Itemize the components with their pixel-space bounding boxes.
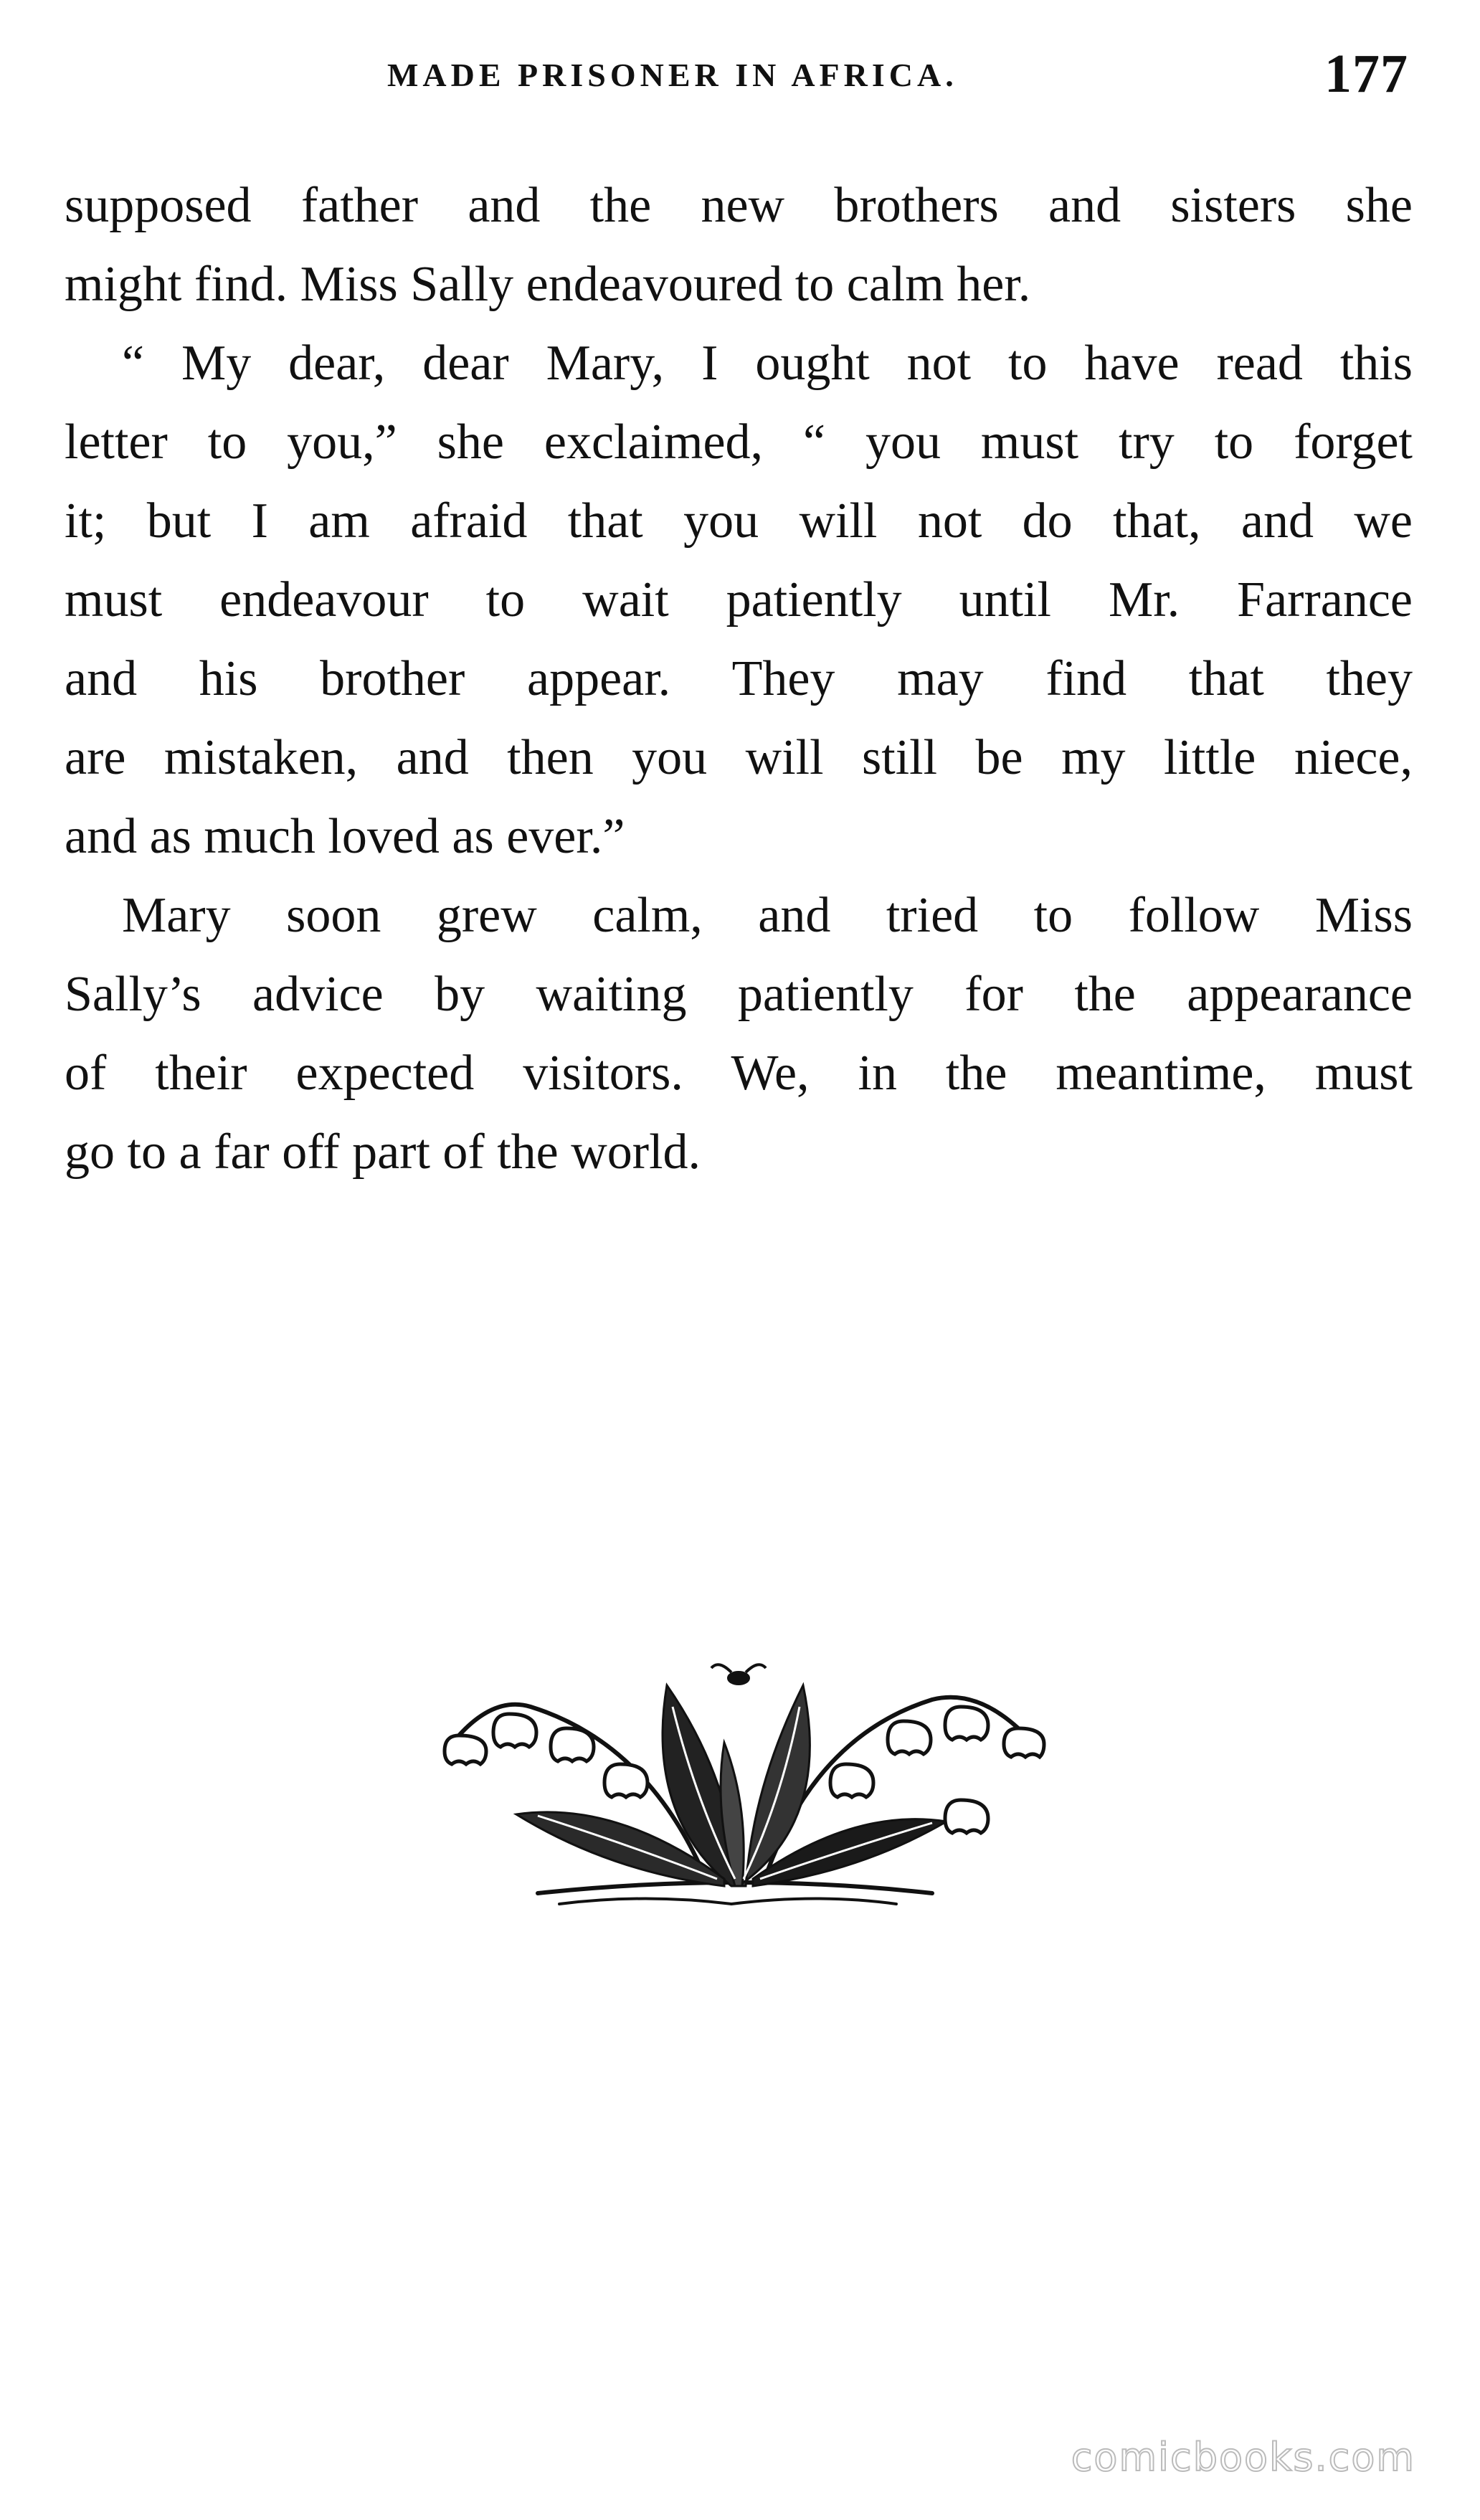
page-number: 177 bbox=[1324, 44, 1408, 104]
text-line: might find. Miss Sally endeavoured to calm her. bbox=[65, 257, 1031, 312]
text-line: “ My dear, dear Mary, I ought not to have read this bbox=[122, 336, 1413, 391]
text-line: supposed father and the new brothers and sisters she bbox=[65, 178, 1413, 233]
text-line: it; but I am afraid that you will not do that, and we bbox=[65, 493, 1413, 549]
text-line: of their expected visitors. We, in the meantime, must bbox=[65, 1046, 1413, 1101]
text-line: and his brother appear. They may find that they bbox=[65, 651, 1413, 706]
text-line: Sally’s advice by waiting patiently for the appearance bbox=[65, 967, 1413, 1022]
running-head: MADE PRISONER IN AFRICA. bbox=[387, 57, 958, 93]
lily-of-the-valley-vignette-icon bbox=[430, 1657, 1047, 1915]
body-text bbox=[65, 166, 1413, 1192]
text-line: must endeavour to wait patiently until Mr. Farrance bbox=[65, 572, 1413, 627]
text-line: letter to you,” she exclaimed, “ you must try to forget bbox=[65, 415, 1413, 470]
text-line: Mary soon grew calm, and tried to follow Miss bbox=[122, 888, 1413, 943]
text-line: are mistaken, and then you will still be my little niece, bbox=[65, 730, 1413, 785]
watermark: comicbooks.com bbox=[1071, 2435, 1415, 2480]
text-line: go to a far off part of the world. bbox=[65, 1124, 701, 1180]
text-line: and as much loved as ever.” bbox=[65, 809, 625, 864]
